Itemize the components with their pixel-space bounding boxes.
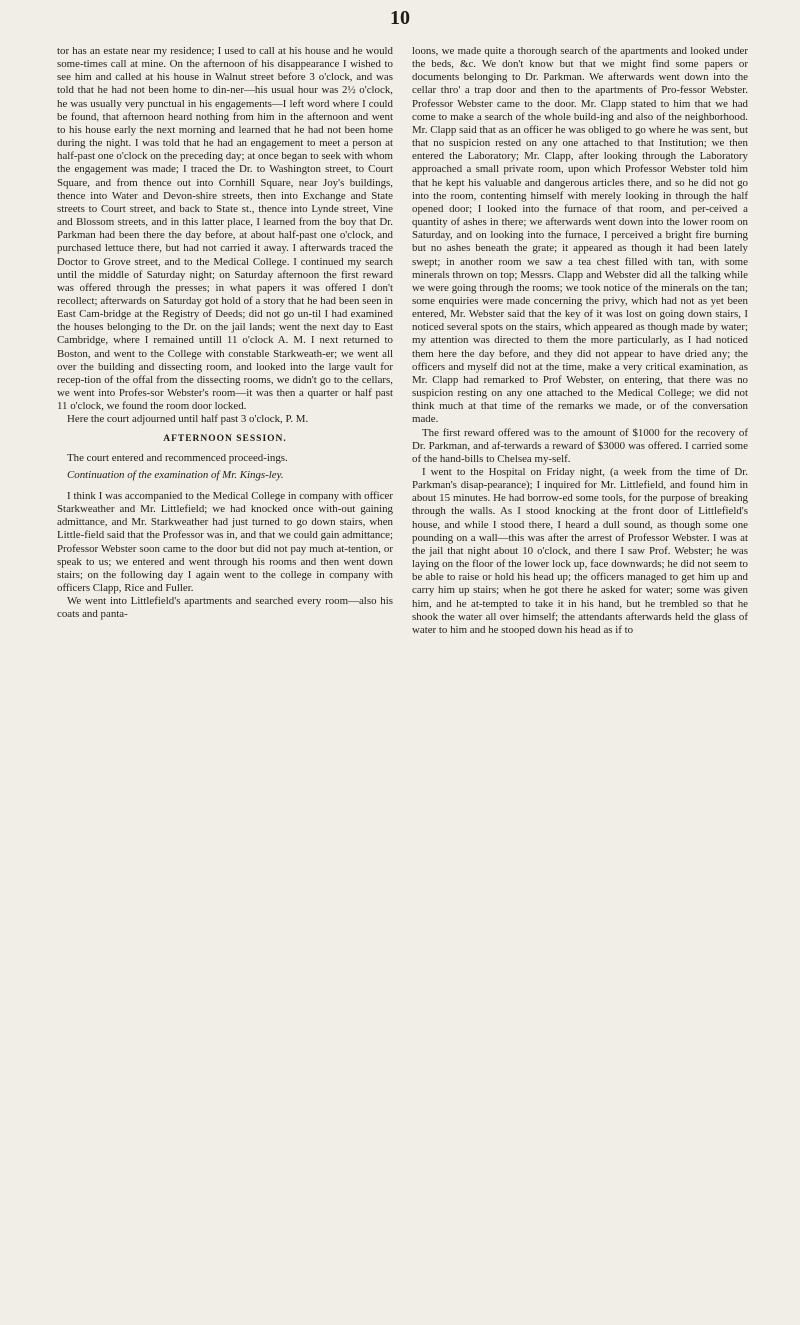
testimony-paragraph: We went into Littlefield's apartments and searched every room—also his coats and panta- — [57, 595, 393, 621]
court-resumes-paragraph: The court entered and recommenced proceed-ings. — [67, 451, 288, 464]
page-number: 10 — [390, 7, 410, 29]
reward-paragraph: The first reward offered was to the amount of $1000 for the recovery of Dr. Parkman, and af-terwards a reward of $3000 was offered. I carried some of the hand-bills to Chelsea my-self. — [412, 426, 748, 465]
left-column — [57, 45, 393, 1285]
section-heading: AFTERNOON SESSION. — [163, 433, 287, 444]
testimony-paragraph: tor has an estate near my residence; I used to call at his house and he would some-times call at mine. On the afternoon of his disappearance I wished to see him and called at his house in Walnut street before 3 o'clock, and was told that he had not been home to din-ner—his usual hour was 2½ o'clock, he was usually very punctual in his engagements—I left word where I could be found, that afternoon heard nothing from him in the afternoon and went to his house early the next morning and learned that he had not been home during the night. I was told that he had an engagement to meet a person at half-past one o'clock on the preceding day; at once began to seek with whom the engagement was made; I traced the Dr. to Washington street, to Court Square, and from thence out into Cornhill Square, near Joy's buildings, thence into Water and Devon-shire streets, then into Exchange and State streets to Court street, and back to State st., thence into Lynde street, Vine and Blossom streets, and in this latter place, I learned from the boy that Dr. Parkman had been there the day before, at about half-past one o'clock, and purchased lettuce there, but had not carried it away. I afterwards traced the Doctor to Grove street, and to the Medical College. I continued my search until the middle of Saturday night; on Saturday afternoon the first reward was offered through the presses; in what papers it was offered I don't recollect; afterwards on Saturday got hold of a story that he had been seen in East Cam-bridge at the Registry of Deeds; did not go un-til I had examined the houses belonging to the Dr. on the jail lands; went the next day to East Cambridge, where I remained untill 11 o'clock A. M. I next returned to Boston, and went to the College with constable Starkweath-er; we went all over the building and dissecting room, and looked into the large vault for recep-tion of the offal from the dissecting rooms, we didn't go to the cellars, we went into Profes-sor Webster's room—it was then a quarter or half past 11 o'clock, we found the room door locked. — [57, 45, 393, 413]
testimony-paragraph: I went to the Hospital on Friday night, (a week from the time of Dr. Parkman's disap-pearance); I inquired for Mr. Littlefield, and found him in about 15 minutes. He had borrow-ed some tools, for the purpose of breaking through the walls. As I stood knocking at the front door of Littlefield's house, and while I stood there, I heard a dull sound, as though some one pounding on a wall—this was after the arrest of Professor Webster. I was at the jail that night about 10 o'clock, and there I saw Prof. Webster; he was laying on the floor of the lower lock up, face downwards; he did not seem to be able to raise or hold his head up; the officers managed to get him up and carry him up stairs; when he got there he asked for water; some was given him, and he at-tempted to take it in his hand, but he trembled so that he shook the water all over himself; the attendants afterwards held the glass of water to him and he stooped down his head as if to — [412, 466, 748, 636]
right-column — [412, 45, 748, 1285]
testimony-paragraph: loons, we made quite a thorough search of the apartments and looked under the beds, &c. We don't know but that we might find some papers or documents belonging to Dr. Parkman. We afterwards went down into the cellar thro' a trap door and then to the apartments of Pro-fessor Webster. Professor Webster came to the door. Mr. Clapp stated to him that we had come to make a search of the whole build-ing and also of the neighborhood. Mr. Clapp said that as an officer he was obliged to go where he was sent, but that no suspicion rested on any one attached to that Institution; we then entered the Laboratory; Mr. Clapp, after looking through the Laboratory approached a small private room, upon which Professor Webster told him that he kept his valuable and dangerous articles there, and so he did not go into the room, contenting himself with merely looking in through the half opened door; I looked into the furnace of that room, and per-ceived a quantity of ashes in there; we afterwards went down into the lower room on Saturday, and on looking into the furnace, I perceived a bright fire burning but no ashes beneath the grate; it appeared as though it had been lately swept; in another room we saw a tea chest filled with tan, with some minerals thrown on top; Messrs. Clapp and Webster did all the talking while we were going through the rooms; we took notice of the minerals on the tan; some enquiries were made concerning the privy, which had not as yet been entered, Mr. Webster said that the key of it was lost on going down stairs, I noticed several spots on the stairs, which appeared as though made by water; my attention was directed to them the more particularly, as I had noticed them here the day before, and they did not appear to have dried any; the officers and myself did not at the time, make a very critical examination, as Mr. Clapp had remarked to Prof Webster, on entering, that there was no suspicion resting on any one attached to the Medical College; we did not think much at that time of the remarks we made, or of the conversation made. — [412, 45, 748, 426]
testimony-paragraph: I think I was accompanied to the Medical College in company with officer Starkweather and Mr. Littlefield; we had knocked once with-out gaining admittance, and Mr. Starkweather had just turned to go down stairs, when Little-field said that the Professor was in, and that we could gain admittance; Professor Webster soon came to the door but did not pay much at-tention, or speak to us; we entered and went through his rooms and then went down stairs; on the following day I again went to the college in company with officers Clapp, Rice and Fuller. — [57, 490, 393, 595]
examination-subtitle: Continuation of the examination of Mr. Kings-ley. — [67, 468, 284, 481]
adjournment-note: Here the court adjourned until half past 3 o'clock, P. M. — [67, 413, 309, 426]
